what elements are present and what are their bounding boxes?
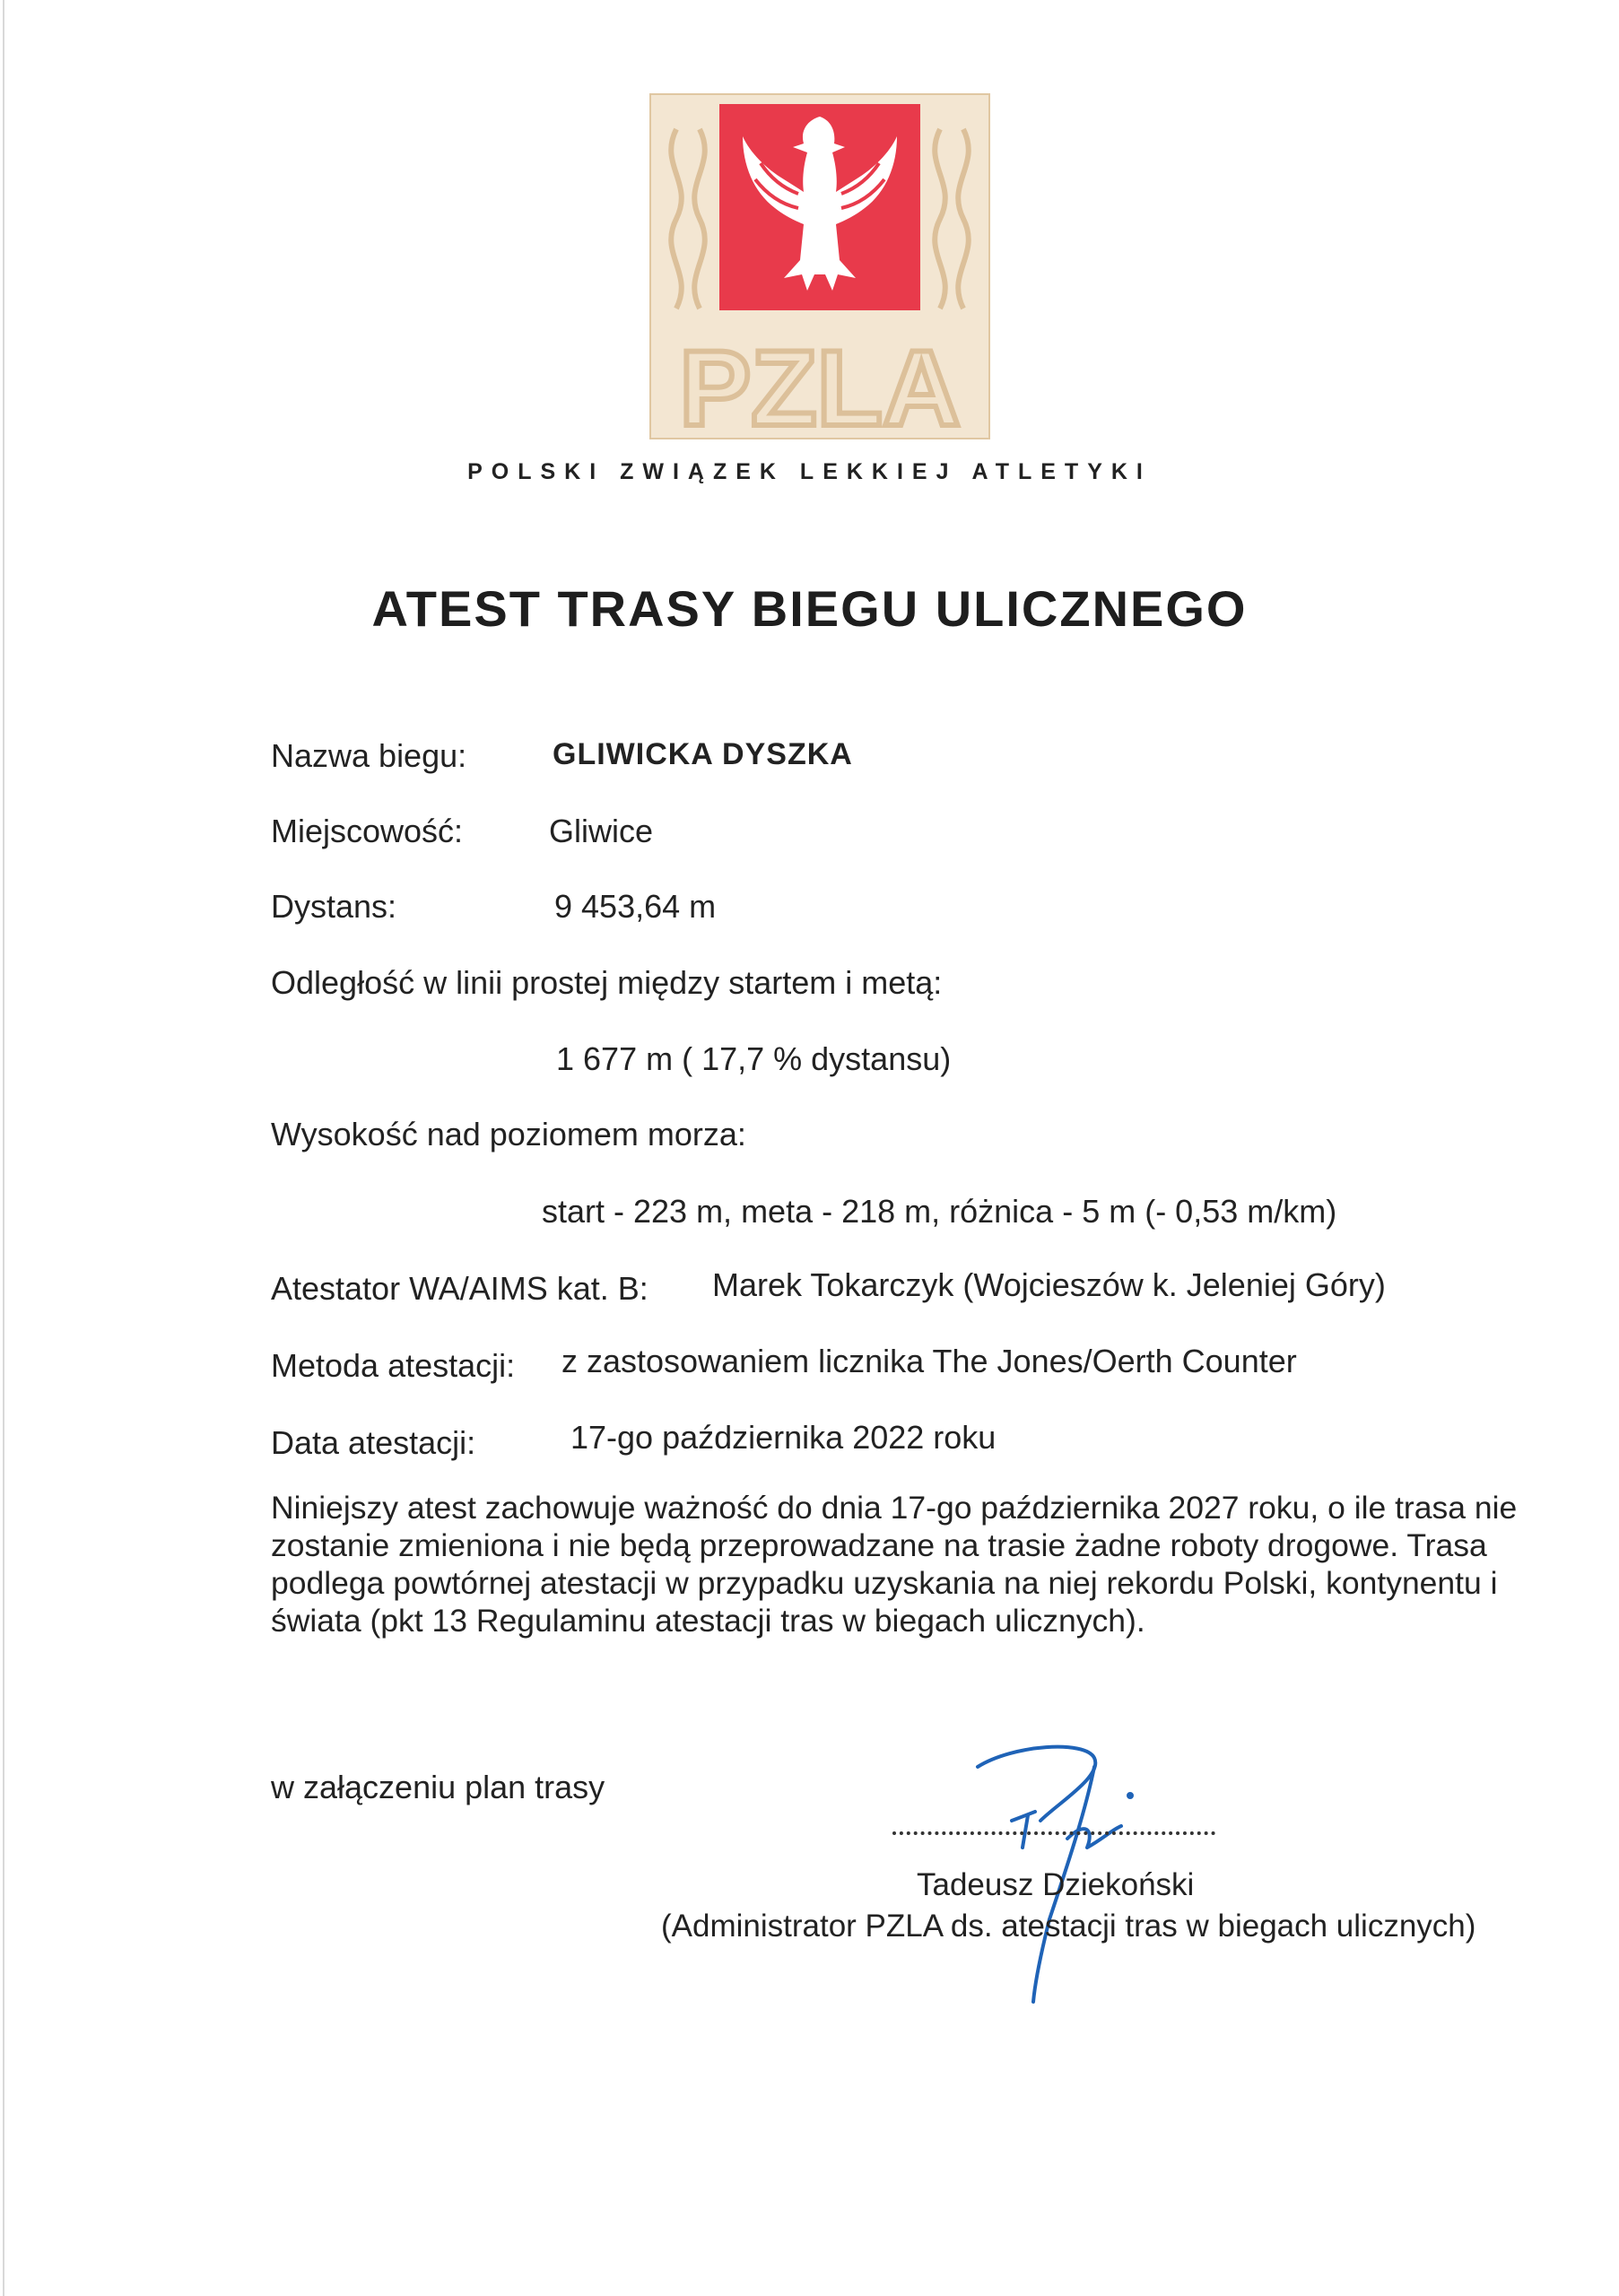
measurer-value: Marek Tokarczyk (Wojcieszów k. Jeleniej Góry) <box>712 1266 1386 1303</box>
document-title: ATEST TRASY BIEGU ULICZNEGO <box>371 580 1248 637</box>
scan-edge-line <box>3 0 4 2296</box>
validity-note: Niniejszy atest zachowuje ważność do dnia 17-go października 2027 roku, o ile trasa nie zostanie zmieniona i nie będą przeprowadzane na trasie żadne roboty drogowe. Trasa podlega powtórnej atestacji w przypadku uzyskania na niej rekordu Polski, kontynentu i świata (pkt 13 Regulaminu atestacji tras w biegach ulicznych). <box>271 1490 1518 1639</box>
method-label: Metoda atestacji: <box>271 1347 516 1384</box>
location-value: Gliwice <box>549 813 654 849</box>
logo-text: PZLA <box>679 328 961 439</box>
signer-name: Tadeusz Dziekoński <box>917 1867 1195 1902</box>
distance-label: Dystans: <box>271 888 397 925</box>
altitude-value: start - 223 m, meta - 218 m, różnica - 5 m (- 0,53 m/km) <box>542 1193 1337 1230</box>
organization-name: POLSKI ZWIĄZEK LEKKIEJ ATLETYKI <box>467 459 1152 484</box>
distance-value: 9 453,64 m <box>554 888 717 925</box>
location-label: Miejscowość: <box>271 813 464 849</box>
measurer-label: Atestator WA/AIMS kat. B: <box>271 1270 648 1307</box>
signature-line <box>892 1831 1215 1835</box>
straight-line-value: 1 677 m ( 17,7 % dystansu) <box>556 1040 952 1077</box>
race-name-label: Nazwa biegu: <box>271 737 467 774</box>
altitude-label: Wysokość nad poziomem morza: <box>271 1116 746 1152</box>
race-name-value: GLIWICKA DYSZKA <box>553 737 853 771</box>
pzla-logo <box>649 93 990 439</box>
method-value: z zastosowaniem licznika The Jones/Oerth Counter <box>561 1343 1297 1379</box>
attachment-note: w załączeniu plan trasy <box>271 1769 605 1805</box>
signer-role: (Administrator PZLA ds. atestacji tras w biegach ulicznych) <box>661 1909 1476 1944</box>
straight-line-label: Odległość w linii prostej między startem i metą: <box>271 964 943 1001</box>
date-label: Data atestacji: <box>271 1424 476 1461</box>
date-value: 17-go października 2022 roku <box>570 1419 997 1456</box>
